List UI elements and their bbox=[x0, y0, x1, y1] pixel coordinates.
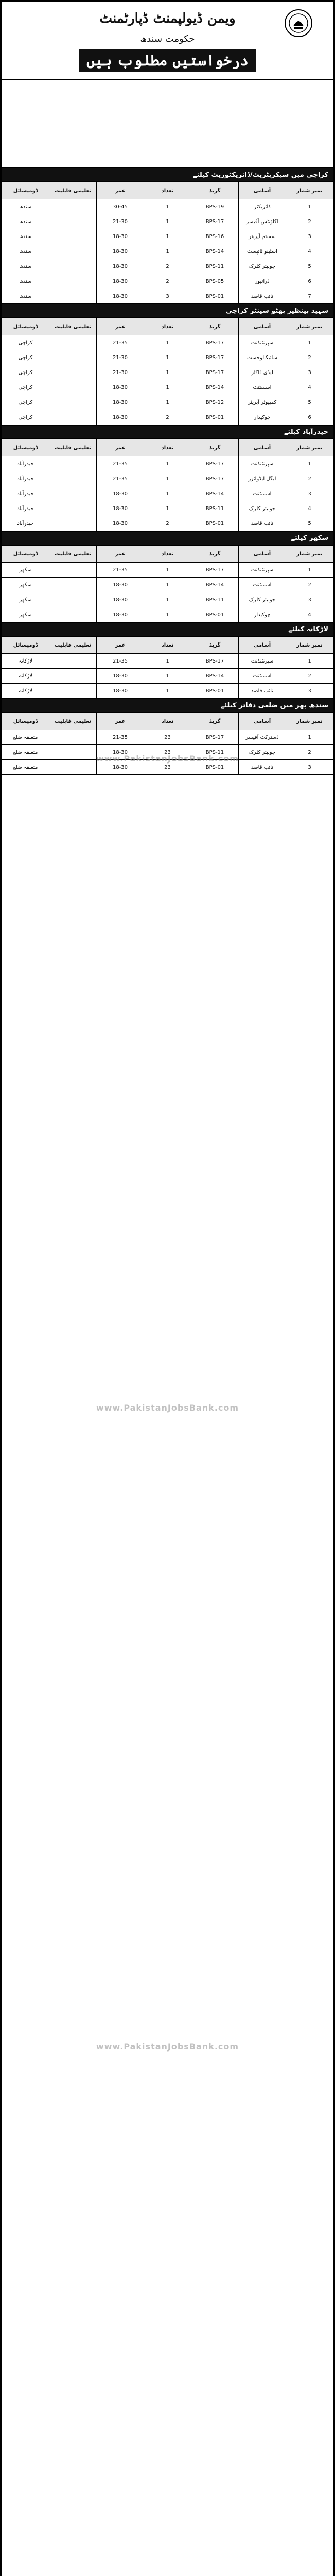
table-cell: سپرنٹنڈنٹ bbox=[239, 563, 286, 578]
table-cell bbox=[49, 365, 97, 380]
table-cell: 2 bbox=[286, 471, 333, 486]
table-cell: 2 bbox=[286, 214, 333, 229]
table-cell bbox=[49, 335, 97, 350]
table-cell: اسسٹنٹ bbox=[239, 578, 286, 592]
column-header: آسامی bbox=[239, 637, 286, 654]
table-cell: 1 bbox=[144, 365, 191, 380]
section-title: سکھر کیلئے bbox=[2, 531, 333, 545]
table-header-row bbox=[2, 546, 333, 563]
table-cell bbox=[49, 654, 97, 669]
table-cell: 7 bbox=[286, 289, 333, 304]
table-cell: کراچی bbox=[2, 380, 49, 395]
table-cell: 18-30 bbox=[97, 410, 144, 425]
column-header: گریڈ bbox=[191, 182, 239, 199]
table-cell: 18-30 bbox=[97, 259, 144, 274]
column-header: آسامی bbox=[239, 439, 286, 456]
table-row bbox=[2, 654, 333, 669]
table-cell: 1 bbox=[144, 456, 191, 471]
table-cell: BPS-16 bbox=[191, 229, 239, 244]
table-cell: 18-30 bbox=[97, 578, 144, 592]
table-cell: 18-30 bbox=[97, 501, 144, 516]
table-cell: 1 bbox=[144, 578, 191, 592]
table-cell: 1 bbox=[144, 607, 191, 622]
table-cell bbox=[49, 214, 97, 229]
section-title: شہید بینظیر بھٹو سینٹر کراچی bbox=[2, 304, 333, 318]
table-cell: BPS-12 bbox=[191, 395, 239, 410]
column-header: عمر bbox=[97, 546, 144, 563]
table-cell: BPS-17 bbox=[191, 563, 239, 578]
table-cell: BPS-01 bbox=[191, 410, 239, 425]
table-cell: BPS-05 bbox=[191, 274, 239, 289]
table-cell: سائیکالوجسٹ bbox=[239, 350, 286, 365]
table-cell: جونیئر کلرک bbox=[239, 259, 286, 274]
table-cell: BPS-14 bbox=[191, 669, 239, 684]
table-row bbox=[2, 730, 333, 745]
table-cell bbox=[49, 410, 97, 425]
column-header: گریڈ bbox=[191, 546, 239, 563]
column-header: عمر bbox=[97, 182, 144, 199]
column-header: گریڈ bbox=[191, 637, 239, 654]
table-cell: کراچی bbox=[2, 395, 49, 410]
table-cell: کراچی bbox=[2, 335, 49, 350]
table-cell: 4 bbox=[286, 380, 333, 395]
table-cell bbox=[49, 395, 97, 410]
section-title: حیدرآباد کیلئے bbox=[2, 425, 333, 439]
column-header: تعلیمی قابلیت bbox=[49, 546, 97, 563]
table-cell: 1 bbox=[144, 684, 191, 699]
table-cell: 1 bbox=[144, 501, 191, 516]
table-cell: 18-30 bbox=[97, 516, 144, 531]
column-header: تعداد bbox=[144, 546, 191, 563]
jobs-table bbox=[2, 318, 333, 425]
table-row bbox=[2, 289, 333, 304]
table-cell: 2 bbox=[286, 350, 333, 365]
table-cell: ڈرائیور bbox=[239, 274, 286, 289]
table-cell: حیدرآباد bbox=[2, 456, 49, 471]
column-header: ڈومیسائل bbox=[2, 713, 49, 730]
table-row bbox=[2, 578, 333, 592]
applications-wanted-banner: درخواستیں مطلوب ہیں bbox=[79, 49, 256, 72]
table-row bbox=[2, 380, 333, 395]
column-header: عمر bbox=[97, 318, 144, 335]
table-cell: چوکیدار bbox=[239, 410, 286, 425]
table-header-row bbox=[2, 637, 333, 654]
column-header: عمر bbox=[97, 637, 144, 654]
job-sections bbox=[2, 168, 333, 775]
column-header: عمر bbox=[97, 439, 144, 456]
table-cell: 1 bbox=[144, 563, 191, 578]
table-cell: سسٹم آپریٹر bbox=[239, 229, 286, 244]
table-cell bbox=[49, 730, 97, 745]
table-cell: 1 bbox=[144, 244, 191, 259]
table-cell: 18-30 bbox=[97, 274, 144, 289]
table-row bbox=[2, 760, 333, 775]
table-row bbox=[2, 684, 333, 699]
column-header: ڈومیسائل bbox=[2, 182, 49, 199]
jobs-table bbox=[2, 713, 333, 775]
table-cell bbox=[49, 350, 97, 365]
table-cell: 1 bbox=[286, 563, 333, 578]
table-cell: BPS-14 bbox=[191, 244, 239, 259]
table-cell: 18-30 bbox=[97, 684, 144, 699]
intro-text bbox=[2, 80, 333, 168]
table-cell: جونیئر کلرک bbox=[239, 501, 286, 516]
table-cell: سندھ bbox=[2, 289, 49, 304]
table-cell: BPS-01 bbox=[191, 760, 239, 775]
table-cell: اسٹینو ٹائپسٹ bbox=[239, 244, 286, 259]
table-cell: 1 bbox=[144, 669, 191, 684]
column-header: گریڈ bbox=[191, 713, 239, 730]
jobs-table bbox=[2, 182, 333, 304]
column-header: گریڈ bbox=[191, 318, 239, 335]
table-cell: لاڑکانہ bbox=[2, 684, 49, 699]
table-cell: حیدرآباد bbox=[2, 516, 49, 531]
table-cell: حیدرآباد bbox=[2, 486, 49, 501]
watermark: www.PakistanJobsBank.com bbox=[96, 754, 239, 764]
column-header: تعلیمی قابلیت bbox=[49, 713, 97, 730]
table-cell: 1 bbox=[144, 214, 191, 229]
table-cell: متعلقہ ضلع bbox=[2, 760, 49, 775]
table-cell: 18-30 bbox=[97, 760, 144, 775]
table-cell: سپرنٹنڈنٹ bbox=[239, 456, 286, 471]
table-cell: 1 bbox=[144, 486, 191, 501]
table-cell bbox=[49, 684, 97, 699]
table-cell: چوکیدار bbox=[239, 607, 286, 622]
table-cell: جونیئر کلرک bbox=[239, 592, 286, 607]
table-cell: سندھ bbox=[2, 274, 49, 289]
table-cell bbox=[49, 486, 97, 501]
column-header: تعلیمی قابلیت bbox=[49, 439, 97, 456]
table-cell bbox=[49, 471, 97, 486]
column-header: تعداد bbox=[144, 713, 191, 730]
table-cell: 1 bbox=[144, 592, 191, 607]
table-cell: 3 bbox=[144, 289, 191, 304]
table-cell: ڈسٹرکٹ آفیسر bbox=[239, 730, 286, 745]
table-row bbox=[2, 199, 333, 214]
table-cell: 3 bbox=[286, 684, 333, 699]
table-cell bbox=[49, 456, 97, 471]
table-row bbox=[2, 395, 333, 410]
table-cell: 18-30 bbox=[97, 486, 144, 501]
table-cell: BPS-14 bbox=[191, 578, 239, 592]
table-row bbox=[2, 456, 333, 471]
table-cell: 30-45 bbox=[97, 199, 144, 214]
table-cell: کمپیوٹر آپریٹر bbox=[239, 395, 286, 410]
table-cell: 3 bbox=[286, 486, 333, 501]
section-title: کراچی میں سیکریٹریٹ/ڈائریکٹوریٹ کیلئے bbox=[2, 168, 333, 182]
table-cell: BPS-01 bbox=[191, 607, 239, 622]
table-cell: 2 bbox=[144, 274, 191, 289]
table-cell: BPS-14 bbox=[191, 486, 239, 501]
table-cell bbox=[49, 592, 97, 607]
table-cell bbox=[49, 745, 97, 760]
table-cell bbox=[49, 607, 97, 622]
table-cell: 18-30 bbox=[97, 669, 144, 684]
table-cell: 21-30 bbox=[97, 365, 144, 380]
jobs-table bbox=[2, 636, 333, 699]
table-cell: 2 bbox=[144, 259, 191, 274]
table-cell: 5 bbox=[286, 395, 333, 410]
table-cell: BPS-01 bbox=[191, 516, 239, 531]
table-cell bbox=[49, 760, 97, 775]
column-header: ڈومیسائل bbox=[2, 546, 49, 563]
table-cell: متعلقہ ضلع bbox=[2, 745, 49, 760]
table-cell: 1 bbox=[144, 654, 191, 669]
jobs-table bbox=[2, 545, 333, 622]
table-cell: 1 bbox=[144, 229, 191, 244]
table-cell: نائب قاصد bbox=[239, 760, 286, 775]
table-cell: 18-30 bbox=[97, 289, 144, 304]
table-cell: 1 bbox=[144, 471, 191, 486]
table-cell: سندھ bbox=[2, 214, 49, 229]
table-cell bbox=[49, 229, 97, 244]
table-cell: 18-30 bbox=[97, 745, 144, 760]
table-cell: 18-30 bbox=[97, 607, 144, 622]
table-cell: سندھ bbox=[2, 259, 49, 274]
table-cell: BPS-11 bbox=[191, 501, 239, 516]
column-header: آسامی bbox=[239, 318, 286, 335]
table-cell: 1 bbox=[144, 199, 191, 214]
header bbox=[2, 2, 333, 80]
table-cell: اسسٹنٹ bbox=[239, 380, 286, 395]
table-cell: سکھر bbox=[2, 592, 49, 607]
column-header: تعداد bbox=[144, 439, 191, 456]
table-cell: سکھر bbox=[2, 563, 49, 578]
table-cell: BPS-19 bbox=[191, 199, 239, 214]
table-cell: 18-30 bbox=[97, 229, 144, 244]
table-cell: 4 bbox=[286, 607, 333, 622]
table-row bbox=[2, 335, 333, 350]
table-cell bbox=[49, 563, 97, 578]
table-cell: BPS-11 bbox=[191, 745, 239, 760]
watermark: www.PakistanJobsBank.com bbox=[96, 1403, 239, 1413]
table-row bbox=[2, 607, 333, 622]
table-cell: BPS-17 bbox=[191, 335, 239, 350]
table-cell: BPS-17 bbox=[191, 214, 239, 229]
table-cell: BPS-17 bbox=[191, 365, 239, 380]
table-row bbox=[2, 410, 333, 425]
table-header-row bbox=[2, 318, 333, 335]
section-title: سندھ بھر میں ضلعی دفاتر کیلئے bbox=[2, 699, 333, 713]
table-row bbox=[2, 669, 333, 684]
table-cell: 1 bbox=[286, 654, 333, 669]
table-cell: BPS-17 bbox=[191, 350, 239, 365]
table-cell: BPS-11 bbox=[191, 592, 239, 607]
table-cell: BPS-11 bbox=[191, 259, 239, 274]
table-cell: متعلقہ ضلع bbox=[2, 730, 49, 745]
table-cell: 1 bbox=[286, 199, 333, 214]
table-cell: 21-35 bbox=[97, 730, 144, 745]
table-header-row bbox=[2, 182, 333, 199]
table-cell: سکھر bbox=[2, 607, 49, 622]
table-cell: سکھر bbox=[2, 578, 49, 592]
table-cell: 18-30 bbox=[97, 380, 144, 395]
column-header: تعلیمی قابلیت bbox=[49, 182, 97, 199]
table-cell: کراچی bbox=[2, 365, 49, 380]
table-cell: 2 bbox=[286, 669, 333, 684]
section-title: لاڑکانہ کیلئے bbox=[2, 622, 333, 636]
table-cell: 1 bbox=[286, 456, 333, 471]
department-title: ویمن ڈیولپمنٹ ڈپارٹمنٹ bbox=[99, 11, 236, 26]
jobs-table bbox=[2, 439, 333, 531]
column-header: ڈومیسائل bbox=[2, 318, 49, 335]
table-cell: 21-30 bbox=[97, 214, 144, 229]
table-row bbox=[2, 745, 333, 760]
table-cell: BPS-01 bbox=[191, 684, 239, 699]
table-cell: 3 bbox=[286, 229, 333, 244]
table-row bbox=[2, 244, 333, 259]
table-cell: 18-30 bbox=[97, 592, 144, 607]
table-cell bbox=[49, 244, 97, 259]
column-header: آسامی bbox=[239, 182, 286, 199]
table-cell: ڈائریکٹر bbox=[239, 199, 286, 214]
table-cell bbox=[49, 669, 97, 684]
table-row bbox=[2, 592, 333, 607]
column-header: تعلیمی قابلیت bbox=[49, 318, 97, 335]
table-cell: BPS-17 bbox=[191, 654, 239, 669]
table-cell: 21-35 bbox=[97, 456, 144, 471]
table-cell: BPS-01 bbox=[191, 289, 239, 304]
table-cell: 3 bbox=[286, 365, 333, 380]
table-cell: 1 bbox=[286, 335, 333, 350]
table-cell: 1 bbox=[286, 730, 333, 745]
table-cell: اسسٹنٹ bbox=[239, 486, 286, 501]
table-row bbox=[2, 229, 333, 244]
column-header: تعداد bbox=[144, 637, 191, 654]
column-header: نمبر شمار bbox=[286, 318, 333, 335]
table-row bbox=[2, 365, 333, 380]
table-cell: 18-30 bbox=[97, 395, 144, 410]
table-cell: حیدرآباد bbox=[2, 501, 49, 516]
table-cell: 5 bbox=[286, 516, 333, 531]
table-cell: سندھ bbox=[2, 244, 49, 259]
table-row bbox=[2, 274, 333, 289]
table-cell: BPS-17 bbox=[191, 730, 239, 745]
table-cell: کراچی bbox=[2, 410, 49, 425]
column-header: گریڈ bbox=[191, 439, 239, 456]
table-cell: BPS-17 bbox=[191, 456, 239, 471]
table-cell: لیگل ایڈوائزر bbox=[239, 471, 286, 486]
table-cell: 6 bbox=[286, 410, 333, 425]
table-cell bbox=[49, 289, 97, 304]
table-cell bbox=[49, 274, 97, 289]
table-cell bbox=[49, 380, 97, 395]
table-cell: لاڑکانہ bbox=[2, 654, 49, 669]
table-cell: 21-35 bbox=[97, 335, 144, 350]
table-row bbox=[2, 501, 333, 516]
table-cell: 23 bbox=[144, 760, 191, 775]
table-cell: اکاؤنٹس آفیسر bbox=[239, 214, 286, 229]
table-cell: 1 bbox=[144, 335, 191, 350]
table-cell: سندھ bbox=[2, 199, 49, 214]
table-cell: 21-30 bbox=[97, 350, 144, 365]
table-cell bbox=[49, 578, 97, 592]
table-cell bbox=[49, 516, 97, 531]
table-cell bbox=[49, 259, 97, 274]
table-row bbox=[2, 486, 333, 501]
table-cell: نائب قاصد bbox=[239, 684, 286, 699]
table-cell: سپرنٹنڈنٹ bbox=[239, 654, 286, 669]
table-cell: 4 bbox=[286, 244, 333, 259]
table-cell: BPS-14 bbox=[191, 380, 239, 395]
table-cell bbox=[49, 501, 97, 516]
table-header-row bbox=[2, 713, 333, 730]
column-header: تعلیمی قابلیت bbox=[49, 637, 97, 654]
table-cell: نائب قاصد bbox=[239, 289, 286, 304]
column-header: عمر bbox=[97, 713, 144, 730]
table-cell: 3 bbox=[286, 592, 333, 607]
table-cell: جونیئر کلرک bbox=[239, 745, 286, 760]
column-header: نمبر شمار bbox=[286, 439, 333, 456]
column-header: نمبر شمار bbox=[286, 182, 333, 199]
table-row bbox=[2, 471, 333, 486]
table-cell: کراچی bbox=[2, 350, 49, 365]
table-cell: 2 bbox=[144, 410, 191, 425]
table-cell: حیدرآباد bbox=[2, 471, 49, 486]
table-cell: 2 bbox=[286, 578, 333, 592]
table-cell: 18-30 bbox=[97, 244, 144, 259]
table-cell: 1 bbox=[144, 350, 191, 365]
table-cell: لاڑکانہ bbox=[2, 669, 49, 684]
table-cell: BPS-17 bbox=[191, 471, 239, 486]
table-cell: لیڈی ڈاکٹر bbox=[239, 365, 286, 380]
table-cell: 21-35 bbox=[97, 654, 144, 669]
table-header-row bbox=[2, 439, 333, 456]
table-cell: سپرنٹنڈنٹ bbox=[239, 335, 286, 350]
table-cell: 1 bbox=[144, 380, 191, 395]
table-cell: 21-35 bbox=[97, 471, 144, 486]
table-cell: 1 bbox=[144, 395, 191, 410]
column-header: نمبر شمار bbox=[286, 713, 333, 730]
table-row bbox=[2, 516, 333, 531]
column-header: ڈومیسائل bbox=[2, 439, 49, 456]
government-name: حکومت سندھ bbox=[140, 33, 195, 44]
table-cell: نائب قاصد bbox=[239, 516, 286, 531]
column-header: نمبر شمار bbox=[286, 546, 333, 563]
table-row bbox=[2, 563, 333, 578]
table-cell: 23 bbox=[144, 745, 191, 760]
table-cell: 5 bbox=[286, 259, 333, 274]
watermark: www.PakistanJobsBank.com bbox=[96, 2042, 239, 2052]
table-cell: 3 bbox=[286, 760, 333, 775]
table-row bbox=[2, 350, 333, 365]
column-header: تعداد bbox=[144, 318, 191, 335]
table-cell: 6 bbox=[286, 274, 333, 289]
table-cell: 2 bbox=[286, 745, 333, 760]
table-cell: سندھ bbox=[2, 229, 49, 244]
column-header: آسامی bbox=[239, 713, 286, 730]
column-header: ڈومیسائل bbox=[2, 637, 49, 654]
table-cell: 23 bbox=[144, 730, 191, 745]
table-row bbox=[2, 259, 333, 274]
table-cell: اسسٹنٹ bbox=[239, 669, 286, 684]
column-header: آسامی bbox=[239, 546, 286, 563]
table-cell: 21-35 bbox=[97, 563, 144, 578]
table-cell bbox=[49, 199, 97, 214]
column-header: نمبر شمار bbox=[286, 637, 333, 654]
table-cell: 4 bbox=[286, 501, 333, 516]
table-row bbox=[2, 214, 333, 229]
table-cell: 2 bbox=[144, 516, 191, 531]
column-header: تعداد bbox=[144, 182, 191, 199]
